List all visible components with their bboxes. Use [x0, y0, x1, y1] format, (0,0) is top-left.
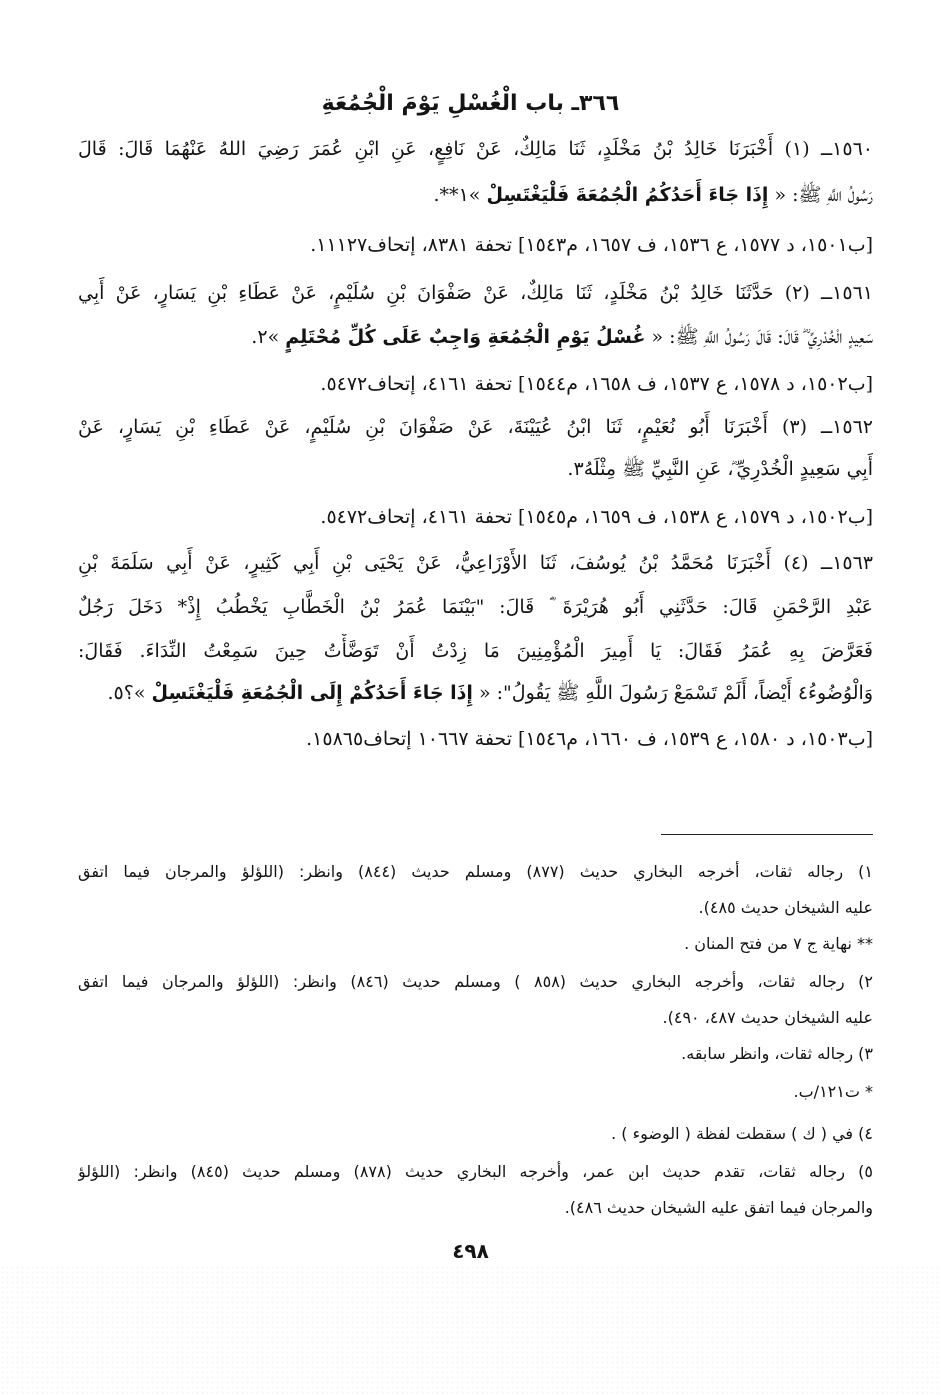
hadith-text: عَبْدِ الرَّحْمَنِ قَالَ: حَدَّثَنِي أَبُو هُرَيْرَةَ ؓ قَالَ: "بَيْنَمَا عُمَرُ بْنُ الْخَطَّابِ يَخْطُبُ إِذْ* دَخَلَ رَجُلٌ	[78, 596, 873, 618]
hadith-line	[78, 634, 873, 668]
hadith-matn: غُسْلُ يَوْمِ الْجُمُعَةِ وَاجِبٌ عَلَى كُلِّ مُحْتَلِمٍ	[285, 326, 646, 348]
hadith-references: [ب١٥٠٢، د ١٥٧٩، ع ١٥٣٨، ف ١٦٥٩، م١٥٤٥] تحفة ٤١٦١، إتحاف٥٤٧٢.	[320, 506, 873, 528]
hadith-references: [ب١٥٠٣، د ١٥٨٠، ع ١٥٣٩، ف ١٦٦٠، م١٥٤٦] تحفة ١٠٦٦٧ إتحاف١٥٨٦٥.	[306, 728, 873, 750]
hadith-line	[78, 676, 873, 710]
hadith-matn: إِذَا جَاءَ أَحَدُكُمُ الْجُمُعَةَ فَلْيَغْتَسِلْ	[486, 184, 769, 206]
hadith-text: ١٥٦٣ــ (٤) أَخْبَرَنَا مُحَمَّدُ بْنُ يُوسُفَ، ثَنَا الأَوْزَاعِيُّ، عَنْ يَحْيَى بْنِ أَبِي كَثِيرٍ، عَنْ أَبِي سَلَمَةَ بْنِ	[78, 552, 873, 574]
hadith-text: ١٥٦٢ــ (٣) أَخْبَرَنَا أَبُو نُعَيْمٍ، ثَنَا ابْنُ عُيَيْنَةَ، عَنْ صَفْوَانَ بْنِ سُلَيْمٍ، عَنْ عَطَاءِ بْنِ يَسَارٍ، عَنْ	[78, 416, 873, 438]
hadith-text: أَبِي سَعِيدٍ الْخُدْرِيِّ ؓ، عَنِ النَّبِيِّ ﷺ مِثْلَهُ٣.	[567, 458, 873, 480]
footnote-line: ١) رجاله ثقات، أخرجه البخاري حديث (٨٧٧) ومسلم حديث (٨٤٤) وانظر: (اللؤلؤ والمرجان فيما اتفق	[78, 862, 873, 881]
hadith-line	[78, 276, 873, 310]
hadith-line	[78, 452, 873, 486]
footnote-marker: »؟٥.	[107, 682, 152, 704]
hadith-text: فَعَرَّضَ بِهِ عُمَرُ فَقَالَ: يَا أَمِيرَ الْمُؤْمِنِينَ مَا زِدْتُ أَنْ تَوَضَّأْتُ حِينَ سَمِعْتُ النِّدَاءَ. فَقَالَ:	[78, 640, 873, 662]
hadith-text: ١٥٦٠ــ (١) أَخْبَرَنَا خَالِدُ بْنُ مَخْلَدٍ، ثَنَا مَالِكٌ، عَنْ نَافِعٍ، عَنِ ابْنِ عُمَرَ رَضِيَ اللهُ عَنْهُمَا قَالَ: قَالَ	[78, 138, 873, 160]
hadith-text: ١٥٦١ــ (٢) حَدَّثَنَا خَالِدُ بْنُ مَخْلَدٍ، ثَنَا مَالِكٌ، عَنْ صَفْوَانَ بْنِ سُلَيْمٍ، عَنْ عَطَاءِ بْنِ يَسَارٍ، عَنْ أَبِي	[78, 282, 873, 304]
hadith-line	[78, 410, 873, 444]
footnote-line: ٣) رجاله ثقات، وانظر سابقه.	[681, 1044, 873, 1063]
footnote-line: عليه الشيخان حديث ٤٨٧، ٤٩٠).	[662, 1008, 873, 1027]
footnote-line: والمرجان فيما اتفق عليه الشيخان حديث ٤٨٦).	[564, 1198, 873, 1217]
footnote-line: ** نهاية ج ٧ من فتح المنان .	[684, 934, 873, 953]
hadith-line	[78, 178, 873, 212]
footnote-marker: »٢.	[251, 326, 286, 348]
page-number: ٤٩٨	[452, 1239, 489, 1263]
hadith-line	[78, 590, 873, 624]
footnote-marker: »١**.	[433, 184, 487, 206]
footnote-divider	[661, 834, 873, 835]
footnote-line: ٥) رجاله ثقات، تقدم حديث ابن عمر، وأخرجه البخاري حديث (٨٧٨) ومسلم حديث (٨٤٥) وانظر: (اللؤلؤ	[78, 1162, 873, 1181]
hadith-references: [ب١٥٠٢، د ١٥٧٨، ع ١٥٣٧، ف ١٦٥٨، م١٥٤٤] تحفة ٤١٦١، إتحاف٥٤٧٢.	[320, 373, 873, 395]
scan-texture	[0, 1265, 941, 1395]
hadith-references: [ب١٥٠١، د ١٥٧٧، ع ١٥٣٦، ف ١٦٥٧، م١٥٤٣] تحفة ٨٣٨١، إتحاف١١١٢٧.	[310, 234, 873, 256]
chapter-title: ٣٦٦ـ باب الْغُسْلِ يَوْمَ الْجُمُعَةِ	[321, 91, 620, 116]
footnote-line: ٤) في ( ك ) سقطت لفظة ( الوضوء ) .	[611, 1124, 873, 1143]
footnote-line: عليه الشيخان حديث ٤٨٥).	[698, 898, 873, 917]
footnote-line: ٢) رجاله ثقات، وأخرجه البخاري حديث (٨٥٨ ) ومسلم حديث (٨٤٦) وانظر: (اللؤلؤ والمرجان فيما اتفق	[78, 972, 873, 991]
hadith-line	[78, 546, 873, 580]
hadith-text: سَعِيدٍ الْخُدْرِيِّ ؓ قَالَ: قَالَ رَسُولُ اللَّهِ ﷺ: «	[645, 326, 873, 348]
hadith-text: وَالْوُضُوءُ٤ أَيْضاً، أَلَمْ تَسْمَعْ رَسُولَ اللَّهِ ﷺ يَقُولُ": «	[472, 682, 873, 704]
hadith-line	[78, 132, 873, 166]
hadith-line	[78, 320, 873, 354]
hadith-text: رَسُولُ اللَّهِ ﷺ: «	[768, 184, 873, 206]
hadith-matn: إِذَا جَاءَ أَحَدُكُمْ إِلَى الْجُمُعَةِ فَلْيَغْتَسِلْ	[151, 682, 473, 704]
footnote-line: * ت١٢١/ب.	[793, 1082, 873, 1101]
